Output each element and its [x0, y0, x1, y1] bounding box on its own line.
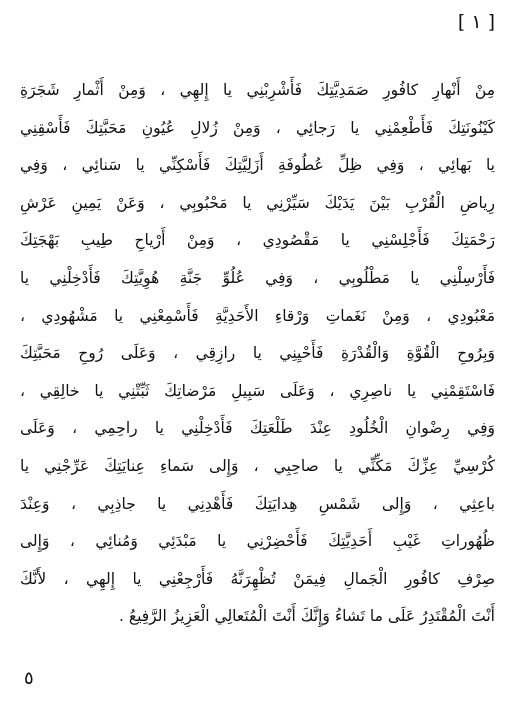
text-line: ظُهُوراتِ غَيْبِ أَحَدِيَّتِكَ فَأَحْضِرْنِي يا مَبْدَئِي وَمُنائِي ، وَإِلى: [20, 532, 495, 551]
text-line: أَنْتَ الْمُقْتَدِرُ عَلَى ما تَشاءُ وَإِنَّكَ أَنْتَ الْمُتَعالِي الْعَزِيزُ الرَّفِيعُ .: [118, 607, 495, 626]
page-marker: [ ١ ]: [457, 11, 495, 33]
text-line: وَبِرُوحِ الْقُوَّةِ وَالْقُدْرَةِ فَأَحْيِنِي يا رازِقِي ، وَعَلَى رُوحِ مَحَبَّتِكَ: [20, 344, 495, 363]
text-line: رَحْمَتِكَ فَأَجْلِسْنِي يا مَقْصُودِي ، وَمِنْ أَرْياحِ طِيبِ بَهْجَتِكَ: [20, 231, 495, 250]
text-line: كُرْسِيِّ عِزِّكَ مَكِّنِّي يا صاحِبِي ، وَإِلى سَماءِ عِنايَتِكَ عَرِّجْنِي يا: [20, 456, 495, 475]
prayer-text-block: [20, 72, 495, 636]
text-line: مَعْبُودِي ، وَمِنْ نَغَماتِ وَرْقاءِ الأَحَدِيَّةِ فَأَسْمِعْنِي يا مَشْهُودِي ،: [20, 306, 495, 325]
text-line: فَأَرْسِلْنِي يا مَطْلُوبِي ، وَفِي عُلُوِّ جَنَّةِ هُوِيَّتِكَ فَأَدْخِلْنِي يا: [20, 268, 495, 287]
text-line: باعِثِي ، وَإِلى شَمْسِ هِدايَتِكَ فَأَهْدِنِي يا جاذِبِي ، وَعِنْدَ: [20, 494, 495, 513]
page-number: ٥: [24, 668, 34, 689]
text-line: فَاسْتَقِمْنِي يا ناصِرِي ، وَعَلَى سَبِيلِ مَرْضاتِكَ ثَبِّتْنِي يا خالِقِي ،: [20, 381, 495, 400]
text-line: صِرْفِ كافُورِ الْجَمالِ فِيمَنْ تُظْهِرَنَّهُ فَأَرْجِعْنِي يا إِلهِي ، لأَنَّكَ: [20, 569, 495, 588]
text-line: مِنْ أَنْهارِ كافُورِ صَمَدِيَّتِكَ فَأَشْرِبْنِي يا إِلهِي ، وَمِنْ أَثْمارِ شَجَرَةِ: [20, 81, 495, 99]
text-line: يا بَهائِي ، وَفِي ظِلِّ عُطُوفَةِ أَزَلِيَّتِكَ فَأَسْكِنِّي يا سَنائِي ، وَفِي: [20, 156, 495, 175]
text-line: رِياضِ الْقُرْبِ بَيْنَ يَدَيْكَ سَيِّرْنِي يا مَحْبُوبِي ، وَعَنْ يَمِينِ عَرْشِ: [20, 193, 495, 212]
text-line: وَفِي رِضْوانِ الْخُلُودِ عِنْدَ طَلْعَتِكَ فَأَدْخِلْنِي يا راحِمِي ، وَعَلَى: [20, 419, 495, 438]
text-line: كَيْنُونَتِكَ فَأَطْعِمْنِي يا رَجائِي ، وَمِنْ زُلالِ عُيُونِ مَحَبَّتِكَ فَأَسْقِنِي: [20, 118, 495, 137]
